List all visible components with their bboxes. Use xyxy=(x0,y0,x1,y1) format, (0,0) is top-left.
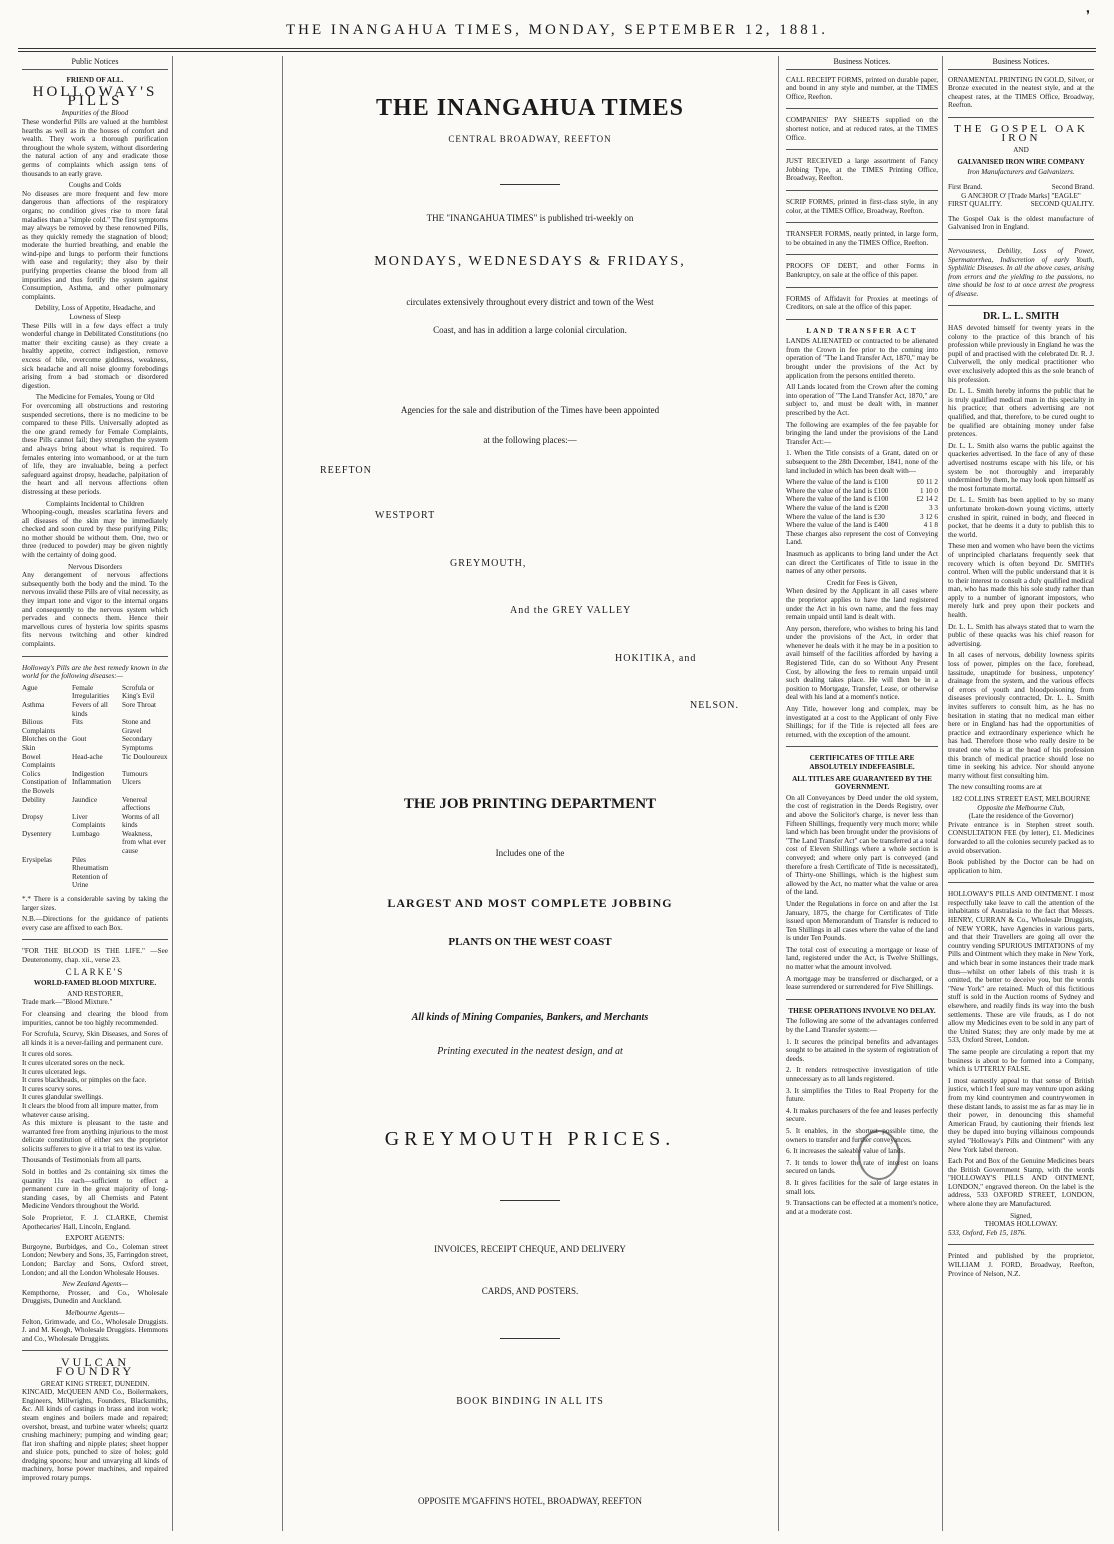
cure-item: It cures ulcerated sores on the neck. xyxy=(22,1058,125,1067)
fee-label: Where the value of the land is £400 xyxy=(786,521,889,530)
disease-item: Fevers of all kinds xyxy=(72,700,108,718)
fee-row xyxy=(786,478,938,487)
separator xyxy=(948,1244,1094,1245)
subheading: Complaints Incidental to Children xyxy=(45,499,144,508)
disease-item: Constipation of the Bowels xyxy=(22,778,67,795)
subheading: Melbourne Agents— xyxy=(65,1308,125,1317)
disease-item xyxy=(22,864,68,873)
paragraph: Each Pot and Box of the Genuine Medicines bears the British Government Stamp, with the words "HOLLOWAY'S PILLS AND OINTMENT, LONDON," engraved thereon. On the label is the address, 533 OXFORD STREET, LONDON, where alone they are Manufactured. xyxy=(948,1157,1094,1209)
paragraph: All Lands located from the Crown after the coming into operation of "The Land Transfer Act, 1870," are subject to, and must be dealt with, in manner prescribed by the Act. xyxy=(786,383,938,418)
disease-item xyxy=(122,856,168,865)
paragraph: N.B.—Directions for the guidance of patients every case are affixed to each Box. xyxy=(22,915,168,932)
paragraph: In all cases of nervous, debility lowness spirits loss of power, pimples on the face, forehead, lassitude, unaptitude for business, unpotency' drainage from the system, and the various effects of errors of youth and bloodpoisoning from diseases previously contracted, Dr. L. L. Smith invites sufferers to consult him, as he has no hesitation in stating that no medical man either here or in England has had the opportunities of practice and extraordinary experience which he has had. Therefore those who really desire to be treated one who is at the head of his profession this branch of medical practice should lose no time in seeking his advice. Nor should anyone marry without first consulting him. xyxy=(948,651,1094,780)
separator xyxy=(786,222,938,223)
column-divider xyxy=(282,56,283,1531)
separator xyxy=(786,999,938,1000)
separator xyxy=(786,287,938,288)
brand-label: First Brand. xyxy=(948,182,983,191)
diseases-list xyxy=(22,684,168,890)
invoices-line: INVOICES, RECEIPT CHEQUE, AND DELIVERY xyxy=(434,1244,626,1254)
paragraph: Book published by the Doctor can be had on application to him. xyxy=(948,858,1094,875)
subheading: Nervous Disorders xyxy=(67,562,123,571)
advantage-item: 4. It makes purchasers of the fee and leases perfectly secure. xyxy=(786,1106,938,1124)
ad-item: SCRIP FORMS, printed in first-class style, in any color, at the TIMES Office, Broadway, Reefton. xyxy=(786,197,938,215)
fee-row xyxy=(786,513,938,522)
disease-item: Head-ache xyxy=(72,752,103,761)
disease-item: Sore Throat xyxy=(122,700,157,709)
paragraph: These wonderful Pills are valued at the humblest hearths as well as in the houses of comfort and wealth. They work a thorough purification throughout the whole system, without disordering the natural action of any and eradicate those germs of complaints which assign tens of thousands to an early grave. xyxy=(22,117,168,178)
cure-item: It cures old sores. xyxy=(22,1050,73,1059)
separator xyxy=(948,882,1094,883)
disease-item: Female Irregularities xyxy=(72,683,110,701)
mining-line: All kinds of Mining Companies, Bankers, and Merchants xyxy=(411,1012,649,1023)
subheading: The Medicine for Females, Young or Old xyxy=(35,393,155,402)
circulates-line: circulates extensively throughout every district and town of the West xyxy=(406,297,654,307)
disease-item: Liver Complaints xyxy=(72,812,106,830)
column-business-notices xyxy=(786,58,938,1530)
column-divider xyxy=(778,56,779,1531)
place-item: HOKITIKA, and xyxy=(615,653,697,664)
subheading: New Zealand Agents— xyxy=(62,1280,128,1289)
disease-item: Tic Douloureux xyxy=(122,752,168,761)
paragraph: 1. When the Title consists of a Grant, dated on or subsequent to the 28th December, 1841, none of the land included in which has been dealt with— xyxy=(786,449,938,475)
subheading: Impurities of the Blood xyxy=(61,109,129,118)
paragraph: For overcoming all obstructions and restoring suspended secretions, there is no medicine to be compared to these Pills. Universally adopted as the one grand remedy for Female Complaints, these Pills cannot fail; they strengthen the system and always bring about what is required. To females entering into womanhood, or at the turn of life, they are invaluable, being a perfect safeguard against dropsy, headache, palpitation of the heart and all nervous affections often distressing at these periods. xyxy=(22,401,168,496)
paragraph: Trade mark—"Blood Mixture." xyxy=(22,998,113,1007)
subheading: AND xyxy=(1013,146,1029,155)
fee-amount: 1 10 0 xyxy=(920,486,938,495)
paragraph: Any derangement of nervous affections subsequently both the body and the mind. To the nervous invalid these Pills are of vital necessity, as they impart tone and vigor to the internal organs and consequently to the nervous system which pervades and connects them. Hence their marvellous cures of hysteria low spirits spasms fits nervous twitching and other kindred complaints. xyxy=(22,571,168,648)
fee-row xyxy=(786,504,938,513)
subheading: Credit for Fees is Given, xyxy=(826,578,898,587)
place-item: And the GREY VALLEY xyxy=(510,605,632,616)
paragraph: KINCAID, McQUEEN AND Co., Boilermakers, Engineers, Millwrights, Founders, Blacksmiths, &c. All kinds of castings in brass and iron work; steam engines and boilers made and repaired; overshot, breast, and turbine water wheels; quartz crushing machinery; pumping and winding gear; flat iron shafting and nipple plates; sheet hopper and sluice pots, punched to size of holes; gold dredging spoons; hour and unvarying all kinds of machinery, horse power machines, and repaired improved rotary pumps. xyxy=(22,1388,168,1483)
disease-item: Colics xyxy=(22,769,41,778)
fee-amount: 4 1 8 xyxy=(923,521,938,530)
fee-amount: 3 3 xyxy=(929,503,938,512)
disease-item: Indigestion xyxy=(72,769,105,778)
center-column xyxy=(290,60,770,1530)
fee-label: Where the value of the land is £30 xyxy=(786,512,885,521)
trade-marks: G ANCHOR O' [Trade Marks] "EAGLE" xyxy=(961,191,1081,200)
separator xyxy=(22,656,168,657)
disease-item: Jaundice xyxy=(72,795,98,804)
printing-line: Printing executed in the neatest design, and at xyxy=(437,1046,623,1057)
address-line: (Late the residence of the Governor) xyxy=(968,812,1074,821)
job-title: THE JOB PRINTING DEPARTMENT xyxy=(403,796,657,812)
subheading: Iron Manufacturers and Galvanizers. xyxy=(967,168,1075,177)
paragraph: These men and women who have been the victims of unprincipled charlatans frequently seek that recovery which is often beyond Dr. SMITH's control. When will the public understand that it is to their interest to consult a duly qualified medical man, who has made this his sole study rather than apply to a number of ignorant impostors, who merely lurk and prey upon their pockets and health. xyxy=(948,542,1094,620)
column-business-notices-2 xyxy=(948,58,1094,1530)
separator xyxy=(786,190,938,191)
signed: Signed, xyxy=(1010,1211,1032,1220)
disease-item: Fits xyxy=(72,718,83,727)
separator xyxy=(22,939,168,940)
paragraph: When desired by the Applicant in all cases where the proprietor applies to have the land registered under the Act in his own name, and the fees may remain unpaid until land is dealt with. xyxy=(786,587,938,622)
cure-item: It cures scurvy sores. xyxy=(22,1084,83,1093)
heading: GALVANISED IRON WIRE COMPANY xyxy=(957,157,1085,166)
disease-item: Debility xyxy=(22,795,46,804)
disease-item: Bowel Complaints xyxy=(22,752,56,770)
paragraph: Dr. L. L. Smith has always stated that to warn the public of these quacks was his chief reason for advertising. xyxy=(948,622,1094,648)
includes-line: Includes one of the xyxy=(495,848,565,858)
address: CENTRAL BROADWAY, REEFTON xyxy=(448,134,612,144)
disease-item: Ulcers xyxy=(122,778,141,787)
separator xyxy=(786,254,938,255)
column-divider xyxy=(172,56,173,1531)
paragraph: For cleansing and clearing the blood from impurities, cannot be too highly recommended. xyxy=(22,1009,168,1027)
subheading: AND RESTORER, xyxy=(67,989,123,998)
heading: FRIEND OF ALL. xyxy=(66,75,124,84)
published-line: THE "INANGAHUA TIMES" is published tri-weekly on xyxy=(426,213,634,223)
paragraph: A mortgage may be transferred or discharged, or a lease surrendered or surrendered for Five Shillings. xyxy=(786,974,938,992)
advantage-item: 1. It secures the principal benefits and advantages sought to be attained in the system of registration of deeds. xyxy=(786,1037,938,1063)
disease-item: Worms of all kinds xyxy=(122,812,160,830)
disease-item: Rheumatism xyxy=(72,864,109,873)
place-item: NELSON. xyxy=(690,700,739,711)
disease-item: Venereal affections xyxy=(122,795,151,813)
paragraph: "FOR THE BLOOD IS THE LIFE." —See Deuteronomy, chap. xii., verse 23. xyxy=(22,947,168,964)
ad-item: FORMS of Affidavit for Proxies at meetings of Creditors, on sale at the office of this paper. xyxy=(786,294,938,312)
ad-item: CALL RECEIPT FORMS, printed on durable paper, and bound in any style and number, at the TIMES Office, Reefton. xyxy=(786,75,938,101)
separator xyxy=(786,746,938,747)
opposite-line: OPPOSITE M'GAFFIN'S HOTEL, BROADWAY, REEFTON xyxy=(417,1496,643,1506)
paragraph: Dr. L. L. Smith has been applied to by so many unfortunate broken-down young victims, utterly crushed in spirit, ruined in body, and fleeced in pocket, that he deems it a duty to publish this to the world. xyxy=(948,496,1094,539)
paragraph: The following are examples of the fee payable for bringing the land under the provisions of the Land Transfer Act:— xyxy=(786,420,938,446)
disease-item: Retention of Urine xyxy=(72,872,108,890)
fee-amount: 3 12 6 xyxy=(920,512,938,521)
paragraph: On all Conveyances by Deed under the old system, the cost of registration in the Deeds Registry, over and above the Solicitor's charge, is never less than Fifteen Shillings, frequently very much more; while land which has been brought under the provisions of "The Land Transfer Act" can be transferred at a total cost of Eleven Shillings where a whole section is conveyed; and where only part is conveyed (and therefore a fresh Certificate of Title is necessitated), of Thirty-one Shillings, which is the highest sum allowed by the Act, no matter what the value or area of the land. xyxy=(786,793,938,897)
paragraph: For Scrofula, Scurvy, Skin Diseases, and Sores of all kinds it is a never-failing and permanent cure. xyxy=(22,1030,168,1047)
paragraph: Thousands of Testimonials from all parts. xyxy=(22,1156,142,1165)
column-divider xyxy=(942,56,943,1531)
advantage-item: 9. Transactions can be effected at a moment's notice, and at a moderate cost. xyxy=(786,1199,938,1216)
column-header: Business Notices. xyxy=(786,58,938,70)
paragraph: Under the Regulations in force on and after the 1st January, 1875, the charge for Certificates of Title issued upon Memorandum of Transfer is reduced to Ten Shillings in all cases where the value of the land is under Ten Pounds. xyxy=(786,899,938,943)
disease-item: Erysipelas xyxy=(22,855,52,864)
separator xyxy=(948,239,1094,240)
paragraph: These charges also represent the cost of Conveying Land. xyxy=(786,529,938,547)
divider xyxy=(290,172,770,190)
places-intro: at the following places:— xyxy=(483,435,577,445)
disease-item: Piles xyxy=(72,855,86,864)
days-line: MONDAYS, WEDNESDAYS & FRIDAYS, xyxy=(374,254,686,269)
coast-line: Coast, and has in addition a large colonial circulation. xyxy=(433,325,627,335)
advantage-item: 2. It renders retrospective investigation of title unnecessary as to all lands registered. xyxy=(786,1066,938,1083)
largest-line: LARGEST AND MOST COMPLETE JOBBING xyxy=(387,896,673,910)
masthead-rule xyxy=(18,48,1096,49)
cures-list xyxy=(22,1050,168,1119)
divider xyxy=(290,1326,770,1344)
cure-item: It cures ulcerated legs. xyxy=(22,1067,87,1076)
quality-row xyxy=(948,200,1094,209)
disease-item: Weakness, from what ever cause xyxy=(122,829,166,856)
holloway-title: HOLLOWAY'S PILLS xyxy=(32,84,158,109)
paper-title: THE INANGAHUA TIMES xyxy=(376,95,684,121)
fee-label: Where the value of the land is £100 xyxy=(786,478,889,487)
disease-item: Lumbago xyxy=(72,829,100,838)
disease-item: Stone and Gravel xyxy=(122,718,151,735)
plants-line: PLANTS ON THE WEST COAST xyxy=(448,936,612,948)
ad-item: TRANSFER FORMS, neatly printed, in large form, to be obtained in any the TIMES Office, Reefton. xyxy=(786,230,938,247)
heading: ALL TITLES ARE GUARANTEED BY THE GOVERNMENT. xyxy=(792,774,932,792)
brand-row xyxy=(948,183,1094,192)
prices-line: GREYMOUTH PRICES. xyxy=(384,1128,676,1150)
ad-item: ORNAMENTAL PRINTING IN GOLD, Silver, or Bronze executed in the neatest style, and at the cheapest rates, at the TIMES Office, Broadway, Reefton. xyxy=(948,75,1094,110)
fee-amount: £0 11 2 xyxy=(916,478,938,487)
place-item: GREYMOUTH, xyxy=(450,558,527,569)
place-item: WESTPORT xyxy=(375,510,436,521)
cure-item: It cures glandular swellings. xyxy=(22,1093,104,1102)
subheading: GREAT KING STREET, DUNEDIN. xyxy=(40,1379,150,1388)
quality-label: SECOND QUALITY. xyxy=(1030,200,1094,209)
gospel-title: THE GOSPEL OAK IRON xyxy=(954,122,1088,144)
disease-item: Blotches on the Skin xyxy=(22,735,67,752)
column-header: Business Notices. xyxy=(948,58,1094,70)
paragraph: Private entrance is in Stephen street south. CONSULTATION FEE (by letter), £1. Medicines forwarded to all the colonies securely packed as to avoid observation. xyxy=(948,820,1094,855)
paragraph: Dr. L. L. Smith also warns the public against the quackeries advertised. In the face of any of these advertised nostrums escape with his life, or his system be not thoroughly and irreparably undermined by them, he may look upon himself as the most fortunate mortal. xyxy=(948,441,1094,493)
separator xyxy=(948,117,1094,118)
separator xyxy=(948,305,1094,306)
paragraph: The same people are circulating a report that my business is about to be formed into a Company, which is UTTERLY FALSE. xyxy=(948,1047,1094,1074)
disease-item: Scrofula or King's Evil xyxy=(122,683,155,701)
paragraph: HAS devoted himself for twenty years in the colony to the practice of this branch of his profession while previously in England he was the pupil of and practised with the celebrated Dr. R. J. Culverwell, the only medical practitioner who ever exclusively adopted this as the sole branch of his profession. xyxy=(948,324,1094,384)
disease-item xyxy=(22,873,68,890)
separator xyxy=(22,1350,168,1351)
cure-item: It cures blackheads, or pimples on the face. xyxy=(22,1076,147,1085)
paragraph: Burgoyne, Burbidges, and Co., Coleman street London; Newbery and Sons, 35, Farringdon street, London; Barclay and Sons, Oxford street, London; and all the London Wholesale Houses. xyxy=(22,1242,168,1277)
disease-item: Gout xyxy=(72,735,87,744)
government-stamp xyxy=(858,1130,900,1180)
heading: WORLD-FAMED BLOOD MIXTURE. xyxy=(33,979,157,988)
paragraph: Sole Proprietor, F. J. CLARKE, Chemist Apothecaries' Hall, Lincoln, England. xyxy=(22,1214,168,1231)
paragraph: The Gospel Oak is the oldest manufacture of Galvanised Iron in England. xyxy=(948,214,1094,232)
fee-table xyxy=(786,478,938,530)
agencies-line: Agencies for the sale and distribution of the Times have been appointed xyxy=(400,405,660,415)
advantage-item: 7. It tends to lower the rate of interest on loans secured on lands. xyxy=(786,1158,938,1176)
paragraph: Whooping-cough, measles scarlatina fevers and all diseases of the skin may be immediately checked and soon cured by these purifying Pills; no mother should be without them. One, two or three (reduced to powder) may be given nightly with the certainty of doing good. xyxy=(22,508,168,560)
column-header: Public Notices xyxy=(22,58,168,70)
paragraph: Any person, therefore, who wishes to bring his land under the provisions of the Act, in order that whenever he deals with it he may be in a position to avail himself of the facilities afforded by having a Registered Title, can do so Without Any Present Cost, by allowing the fees to remain unpaid until such dealing takes place. He will then be in a position to Mortgage, Transfer, Lease, or otherwise deal with his land at a moment's notice. xyxy=(786,624,938,702)
page-corner-mark: ❜ xyxy=(1086,8,1090,22)
paragraph: LANDS ALIENATED or contracted to be alienated from the Crown in fee prior to the coming into operation of "The Land Transfer Act, 1870," may be brought under the provisions of the Act by application from the persons entitled thereto. xyxy=(786,337,938,380)
disease-item xyxy=(122,864,168,873)
heading: THESE OPERATIONS INVOLVE NO DELAY. xyxy=(788,1006,936,1015)
ad-item: JUST RECEIVED a large assortment of Fancy Jobbing Type, at the TIMES Printing Office, Broadway, Reefton. xyxy=(786,157,938,183)
disease-item: Dropsy xyxy=(22,812,44,821)
paragraph: Holloway's Pills are the best remedy known in the world for the following diseases:— xyxy=(22,663,168,681)
paragraph: The following are some of the advantages conferred by the Land Transfer system:— xyxy=(786,1017,938,1035)
disease-item: Asthma xyxy=(22,700,45,709)
disease-item: Ague xyxy=(22,683,38,692)
paragraph: *.* There is a considerable saving by taking the larger sizes. xyxy=(22,895,168,912)
paragraph: The new consulting rooms are at xyxy=(948,783,1043,792)
cards-line: CARDS, AND POSTERS. xyxy=(481,1286,579,1296)
masthead-rule-2 xyxy=(18,51,1096,52)
fee-amount: £2 14 2 xyxy=(916,495,938,504)
advantage-item: 8. It gives facilities for the sale of large estates in small lots. xyxy=(786,1178,938,1196)
imprint: Printed and published by the proprietor, WILLIAM J. FORD, Broadway, Reefton, Province of Nelson, N.Z. xyxy=(948,1252,1094,1278)
land-transfer-title: LAND TRANSFER ACT xyxy=(806,326,918,335)
cure-item: It clears the blood from all impure matter, from whatever cause arising. xyxy=(22,1101,159,1119)
paragraph: HOLLOWAY'S PILLS AND OINTMENT. I most respectfully take leave to call the attention of the inhabitants of Australasia to the fact that Messrs. HENRY, CURRAN & Co., Wholesale Druggists, of NEW YORK, have Agencies in various parts, and that their Travellers are going all over the country vending SPURIOUS IMITATIONS of my Pills and Ointment which they make in New York, and which bear in some instances their trade mark thus—whilst on other labels of this trash it is omitted, the better to deceive you, but the words "New York" are retained. Much of this fictitious stuff is sold in the Auction rooms of Sydney and elsewhere, and readily finds its way into the bush settlements. These are vile frauds, as I do not allow my Medicines even to be sold in any part of the United States; they are only made by me at 533, Oxford Street, London. xyxy=(948,890,1094,1045)
paragraph: Any Title, however long and complex, may be investigated at a cost to the Applicant of only Five Shillings; for if the Title is rejected all fees are returned, with the exception of the amount. xyxy=(786,705,938,739)
divider xyxy=(290,1188,770,1206)
paragraph: The total cost of executing a mortgage or lease of land, registered under the Act, is Twelve Shillings, no matter what the amount involved. xyxy=(786,945,938,972)
paragraph: Nervousness, Debility, Loss of Power, Spermatorrhea, Indiscretion of early Youth, Syphilitic Diseases. In all the above cases, arising from errors and the yielding to the passions, no time should be lost to at once arrest the progress of disease. xyxy=(948,246,1094,298)
signature-date: 533, Oxford, Feb 15, 1876. xyxy=(948,1228,1026,1237)
quality-label: FIRST QUALITY. xyxy=(948,200,1003,209)
paragraph: Kempthorne, Prosser, and Co., Wholesale Druggists, Dunedin and Auckland. xyxy=(22,1288,168,1306)
fee-row xyxy=(786,521,938,530)
subheading: EXPORT AGENTS: xyxy=(65,1234,125,1243)
paragraph: These Pills will in a few days effect a truly wonderful change in Debilitated Constitutions (no matter their exciting cause) as they create a healthy appetite, correct indigestion, remove excess of bile, overcome giddiness, weakness, sick headache and all noise gloomy forebodings arising from a bad stomach or disordered digestion. xyxy=(22,321,168,390)
advantages-list xyxy=(786,1038,938,1217)
paragraph: Inasmuch as applicants to bring land under the Act can direct the Certificates of Title to issue in the names of any other persons. xyxy=(786,549,938,576)
subheading: Coughs and Colds xyxy=(68,181,122,190)
fee-label: Where the value of the land is £100 xyxy=(786,495,889,504)
binding-line: BOOK BINDING IN ALL ITS xyxy=(456,1396,604,1407)
address-line: Opposite the Melbourne Club, xyxy=(977,803,1065,812)
advantage-item: 6. It increases the saleable value of lands. xyxy=(786,1147,906,1156)
separator xyxy=(786,108,938,109)
paragraph: Felton, Grimwade, and Co., Wholesale Druggists. J. and M. Keogh, Wholesale Druggists. Hemmons and Co., Wholesale Druggists. xyxy=(22,1317,168,1343)
disease-item: Secondary Symptoms xyxy=(122,735,153,752)
disease-item xyxy=(122,873,168,890)
disease-item: Inflammation xyxy=(72,778,112,787)
disease-item: Tumours xyxy=(122,769,148,778)
dr-smith-title: DR. L. L. SMITH xyxy=(982,311,1060,323)
ad-item: COMPANIES' PAY SHEETS supplied on the shortest notice, and at reduced rates, at the TIMES Office. xyxy=(786,116,938,142)
paragraph: I most earnestly appeal to that sense of British justice, which I feel sure may venture upon asking from my kind countrymen and countrywomen in these distant lands, to assist me as far as may lie in their power, in denouncing this shameful American Fraud, by cautioning their friends lest they be duped into buying villainous compounds styled "Holloway's Pills and Ointment" with any New York label thereon. xyxy=(948,1076,1094,1154)
paragraph: Dr. L. L. Smith hereby informs the public that he is truly qualified medical man in this specialty in his practice; that others advertising are not qualified, and that, therefore, to be cured ought to be qualified are obtaining money under false pretences. xyxy=(948,387,1094,439)
paragraph: As this mixture is pleasant to the taste and warranted free from anything injurious to the most delicate constitution of either sex the proprietor solicits sufferers to give it a trial to test its value. xyxy=(22,1119,168,1153)
address-line: 182 COLLINS STREET EAST, MELBOURNE xyxy=(951,794,1091,803)
advantage-item: 5. It enables, in the shortest possible time, the owners to transfer and further conveyances. xyxy=(786,1126,938,1144)
disease-item: Bilious Complaints xyxy=(22,718,56,735)
clarkes-title: CLARKE'S xyxy=(65,966,125,977)
advantage-item: 3. It simplifies the Titles to Real Property for the future. xyxy=(786,1086,938,1104)
separator xyxy=(786,149,938,150)
fee-label: Where the value of the land is £200 xyxy=(786,503,889,512)
signature: THOMAS HOLLOWAY. xyxy=(984,1220,1058,1229)
fee-row xyxy=(786,495,938,504)
disease-item: Dysentery xyxy=(22,829,52,838)
heading: CERTIFICATES OF TITLE ARE ABSOLUTELY INDEFEASIBLE. xyxy=(809,754,915,771)
place-item: REEFTON xyxy=(320,465,372,476)
ad-item: PROOFS OF DEBT, and other Forms in Bankruptcy, on sale at the office of this paper. xyxy=(786,262,938,279)
paragraph: Sold in bottles and 2s containing six times the quantity 11s each—sufficient to effect a permanent cure in the great majority of long-standing cases, by all Chemists and Patent Medicine Vendors throughout the World. xyxy=(22,1168,168,1211)
masthead: THE INANGAHUA TIMES, MONDAY, SEPTEMBER 12, 1881. xyxy=(285,22,829,38)
vulcan-title: VULCAN FOUNDRY xyxy=(55,1355,135,1378)
brand-label: Second Brand. xyxy=(1051,182,1094,191)
subheading: Debility, Loss of Appetite, Headache, and Lowness of Sleep xyxy=(34,304,156,322)
fee-label: Where the value of the land is £100 xyxy=(786,486,889,495)
column-public-notices xyxy=(22,58,168,1530)
separator xyxy=(786,319,938,320)
paragraph: No diseases are more frequent and few more dangerous than affections of the respiratory organs; no condition gives rise to more fatal maladies than a "simple cold." The first symptoms may always be removed by these renowned Pills, as they quickly remedy the stagnation of blood; moderate the hurried breathing, and enable the wind-pipe and lungs to perform their functions with ease and regularity; they also by their purifying properties cleanse the blood from all impurities and thus fortify the system against Consumption, Asthma, and other pulmonary complaints. xyxy=(22,189,168,301)
fee-row xyxy=(786,487,938,496)
